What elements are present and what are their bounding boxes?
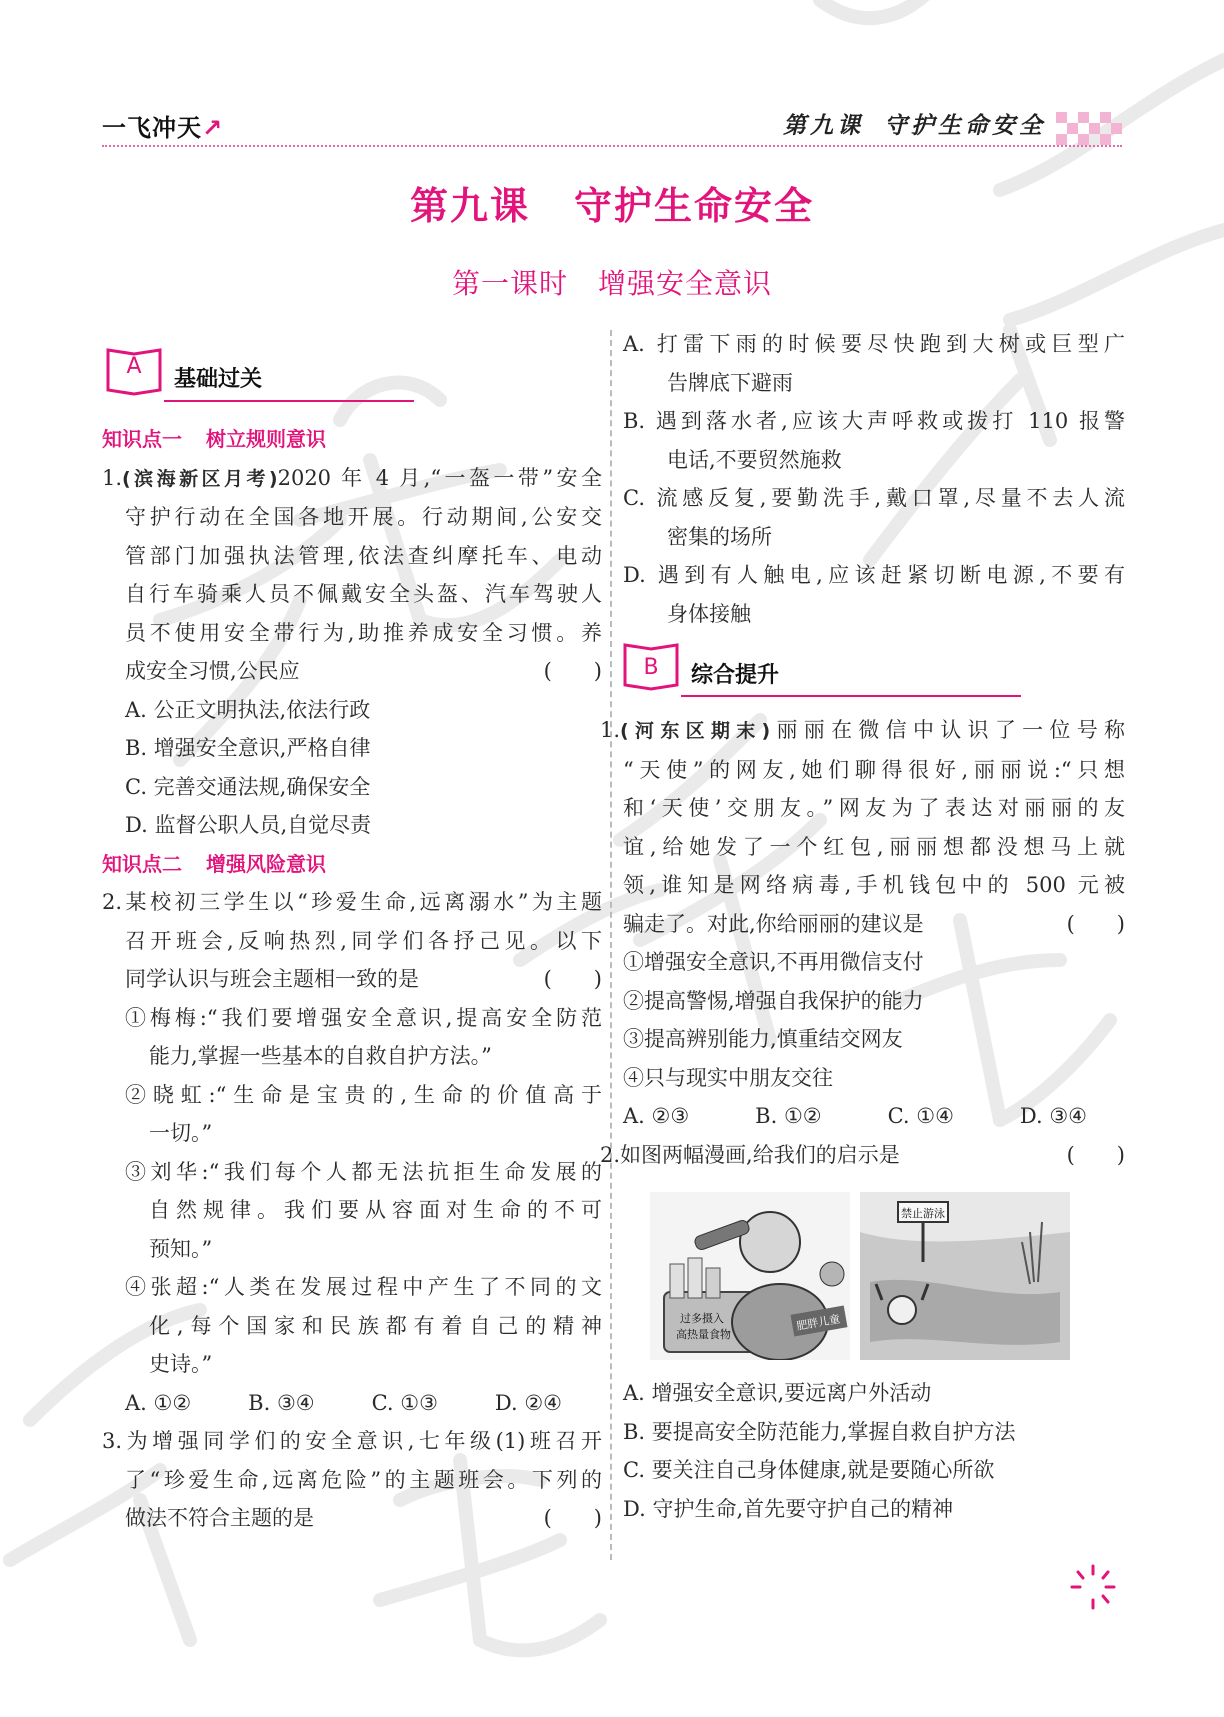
choice-row — [102, 1384, 602, 1423]
cartoon-figure — [650, 1192, 1070, 1360]
option-d[interactable]: D. 监督公职人员,自觉尽责 — [125, 813, 372, 837]
option-c[interactable]: C. 要关注自己身体健康,就是要随心所欲 — [623, 1458, 995, 1482]
running-header — [783, 107, 1046, 140]
question-1: 1.(滨海新区月考)2020 年 4 月,“一盔一带”安全 守护行动在全国各地开展。行动期间,公安交 管部门加强执法管理,依法查纠摩托车、电动 自行车骑乘人员不佩戴安全头盔、汽车驾驶人 员不使用安全带行为,助推养成安全习惯。养 成安全习惯,公民应 ( ) A. 公正文明执法,依法行政 B. 增强安全意识,严格自律 C. 完善交通法规,确保安全 D. 监督公职人员,自觉尽责 — [102, 459, 602, 845]
question-number: 1. — [102, 465, 123, 490]
statement-3: ③提高辨别能力,慎重结交网友 — [623, 1027, 903, 1051]
section-a-underline — [164, 400, 414, 402]
section-a-header — [102, 344, 522, 412]
statement-4: ④张超:“人类在发展过程中产生了不同的文 — [125, 1275, 602, 1299]
question-source: (滨海新区月考) — [122, 467, 278, 490]
section-b-letter: B — [643, 655, 659, 680]
choice-d[interactable]: D. ②④ — [494, 1390, 562, 1415]
option-b[interactable]: B. 要提高安全防范能力,掌握自救自护方法 — [623, 1419, 1016, 1444]
statement-4: ④只与现实中朋友交往 — [623, 1065, 833, 1090]
question-number: 2. — [102, 890, 123, 914]
label-obese-child: 肥胖儿童 — [795, 1312, 842, 1333]
option-c[interactable]: C. 流感反复,要勤洗手,戴口罩,尽量不去人流 — [623, 486, 1125, 510]
knowledge-point-1: 知识点一 树立规则意识 — [102, 427, 326, 451]
page-title — [0, 175, 1224, 230]
question-number: 1. — [600, 718, 621, 742]
question-number: 3. — [102, 1429, 123, 1453]
subtitle-period: 第一课时 — [451, 267, 568, 300]
answer-blank[interactable]: ( ) — [1066, 911, 1125, 936]
brand-text: 一飞冲天 — [102, 114, 202, 142]
knowledge-point-2: 知识点二 增强风险意识 — [102, 851, 326, 876]
b-question-2: 2.如图两幅漫画,给我们的启示是 ( ) 肥胖儿童 过多摄入 高热量食物 禁止游泳 A. 增强安全意识,要远离户外活动 B. 要提高安全防范能力,掌握自救自护方法 C. 要关注自己身体健康,就是要随心所欲 D. 守护生命,首先要守护自己的精神 — [600, 1136, 1125, 1529]
question-3: 3.为增强同学们的安全意识,七年级(1)班召开 了“珍爱生命,远离危险”的主题班会。下列的 做法不符合主题的是 ( ) — [102, 1422, 602, 1538]
statement-2: ②晓虹:“生命是宝贵的,生命的价值高于 — [125, 1082, 602, 1107]
option-d[interactable]: D. 遇到有人触电,应该赶紧切断电源,不要有 — [623, 563, 1125, 587]
question-number: 2. — [600, 1142, 621, 1167]
title-name: 守护生命安全 — [574, 183, 815, 228]
answer-blank[interactable]: ( ) — [543, 659, 602, 683]
label-box-line-1: 过多摄入 — [680, 1312, 724, 1325]
header-rule — [102, 145, 1122, 147]
choice-a[interactable]: A. ②③ — [623, 1104, 690, 1128]
header-lesson-title: 守护生命安全 — [884, 112, 1046, 139]
choice-b[interactable]: B. ③④ — [248, 1390, 315, 1415]
option-b[interactable]: B. 遇到落水者,应该大声呼救或拨打 110 报警 — [623, 409, 1125, 433]
choice-c[interactable]: C. ①③ — [371, 1390, 438, 1415]
answer-blank[interactable]: ( ) — [543, 967, 602, 991]
statement-1: ①增强安全意识,不再用微信支付 — [623, 950, 924, 974]
statement-1: ①梅梅:“我们要增强安全意识,提高安全防范 — [125, 1005, 602, 1030]
sparkle-icon — [1068, 1562, 1118, 1612]
label-no-swimming: 禁止游泳 — [901, 1207, 945, 1220]
question-2: 2.某校初三学生以“珍爱生命,远离溺水”为主题 召开班会,反响热烈,同学们各抒己见。以下 同学认识与班会主题相一致的是 ( ) ①梅梅:“我们要增强安全意识,提高安全防范 能力,掌握一些基本的自救自护方法。” ②晓虹:“生命是宝贵的,生命的价值高于 一切。” ③刘华:“我们每个人都无法抗拒生命发展的 自然规律。我们要从容面对生命的不可 预知。” ④张超:“人类在发展过程中产生了不同的文 化,每个国家和民族都有着自己的精神 史诗。” A. ①② B. ③④ C. ①③ D. ②④ — [102, 883, 602, 1422]
right-column — [600, 325, 1126, 1528]
answer-blank[interactable]: ( ) — [1066, 1142, 1125, 1167]
left-column — [102, 420, 602, 1538]
statement-2: ②提高警惕,增强自我保护的能力 — [623, 988, 924, 1013]
choice-b[interactable]: B. ①② — [755, 1104, 822, 1128]
section-b-label: 综合提升 — [691, 663, 780, 688]
question-3-options: A. 打雷下雨的时候要尽快跑到大树或巨型广 告牌底下避雨 B. 遇到落水者,应该大声呼救或拨打 110 报警 电话,不要贸然施救 C. 流感反复,要勤洗手,戴口罩,尽量不去人流 密集的场所 D. 遇到有人触电,应该赶紧切断电源,不要有 身体接触 — [623, 325, 1125, 633]
section-a-letter: A — [126, 354, 142, 379]
brand-logo — [102, 108, 223, 143]
choice-row — [600, 1097, 1125, 1136]
page-subtitle — [0, 262, 1224, 302]
question-source: (河东区期末) — [620, 720, 771, 742]
option-a[interactable]: A. 打雷下雨的时候要尽快跑到大树或巨型广 — [623, 332, 1125, 356]
answer-blank[interactable]: ( ) — [543, 1506, 602, 1530]
swoosh-icon: ↗ — [202, 114, 224, 142]
cartoon-illustration — [650, 1192, 1070, 1360]
section-b-header — [619, 639, 1125, 707]
option-c[interactable]: C. 完善交通法规,确保安全 — [125, 774, 371, 799]
choice-c[interactable]: C. ①④ — [887, 1104, 954, 1128]
statement-3: ③刘华:“我们每个人都无法抗拒生命发展的 — [125, 1159, 602, 1184]
title-lesson: 第九课 — [409, 183, 530, 228]
option-a[interactable]: A. 公正文明执法,依法行政 — [125, 697, 371, 722]
choice-a[interactable]: A. ①② — [125, 1390, 192, 1415]
header-lesson: 第九课 — [783, 112, 864, 139]
section-a-label: 基础过关 — [174, 367, 263, 392]
option-b[interactable]: B. 增强安全意识,严格自律 — [125, 736, 371, 760]
subtitle-name: 增强安全意识 — [598, 267, 773, 300]
option-d[interactable]: D. 守护生命,首先要守护自己的精神 — [623, 1496, 954, 1521]
section-b-underline — [681, 695, 1021, 697]
choice-d[interactable]: D. ③④ — [1019, 1104, 1087, 1128]
label-box-line-2: 高热量食物 — [676, 1328, 731, 1341]
option-a[interactable]: A. 增强安全意识,要远离户外活动 — [623, 1381, 932, 1405]
b-question-1: 1.(河东区期末)丽丽在微信中认识了一位号称 “天使”的网友,她们聊得很好,丽丽说:“只想 和‘天使’交朋友。”网友为了表达对丽丽的友 谊,给她发了一个红包,丽丽想都没想马上就 领,谁知是网络病毒,手机钱包中的 500 元被 骗走了。对此,你给丽丽的建议是 ( ) ①增强安全意识,不再用微信支付 ②提高警惕,增强自我保护的能力 ③提高辨别能力,慎重结交网友 ④只与现实中朋友交往 A. ②③ B. ①② C. ①④ D. ③④ — [600, 711, 1125, 1136]
checker-decoration — [1056, 112, 1122, 148]
